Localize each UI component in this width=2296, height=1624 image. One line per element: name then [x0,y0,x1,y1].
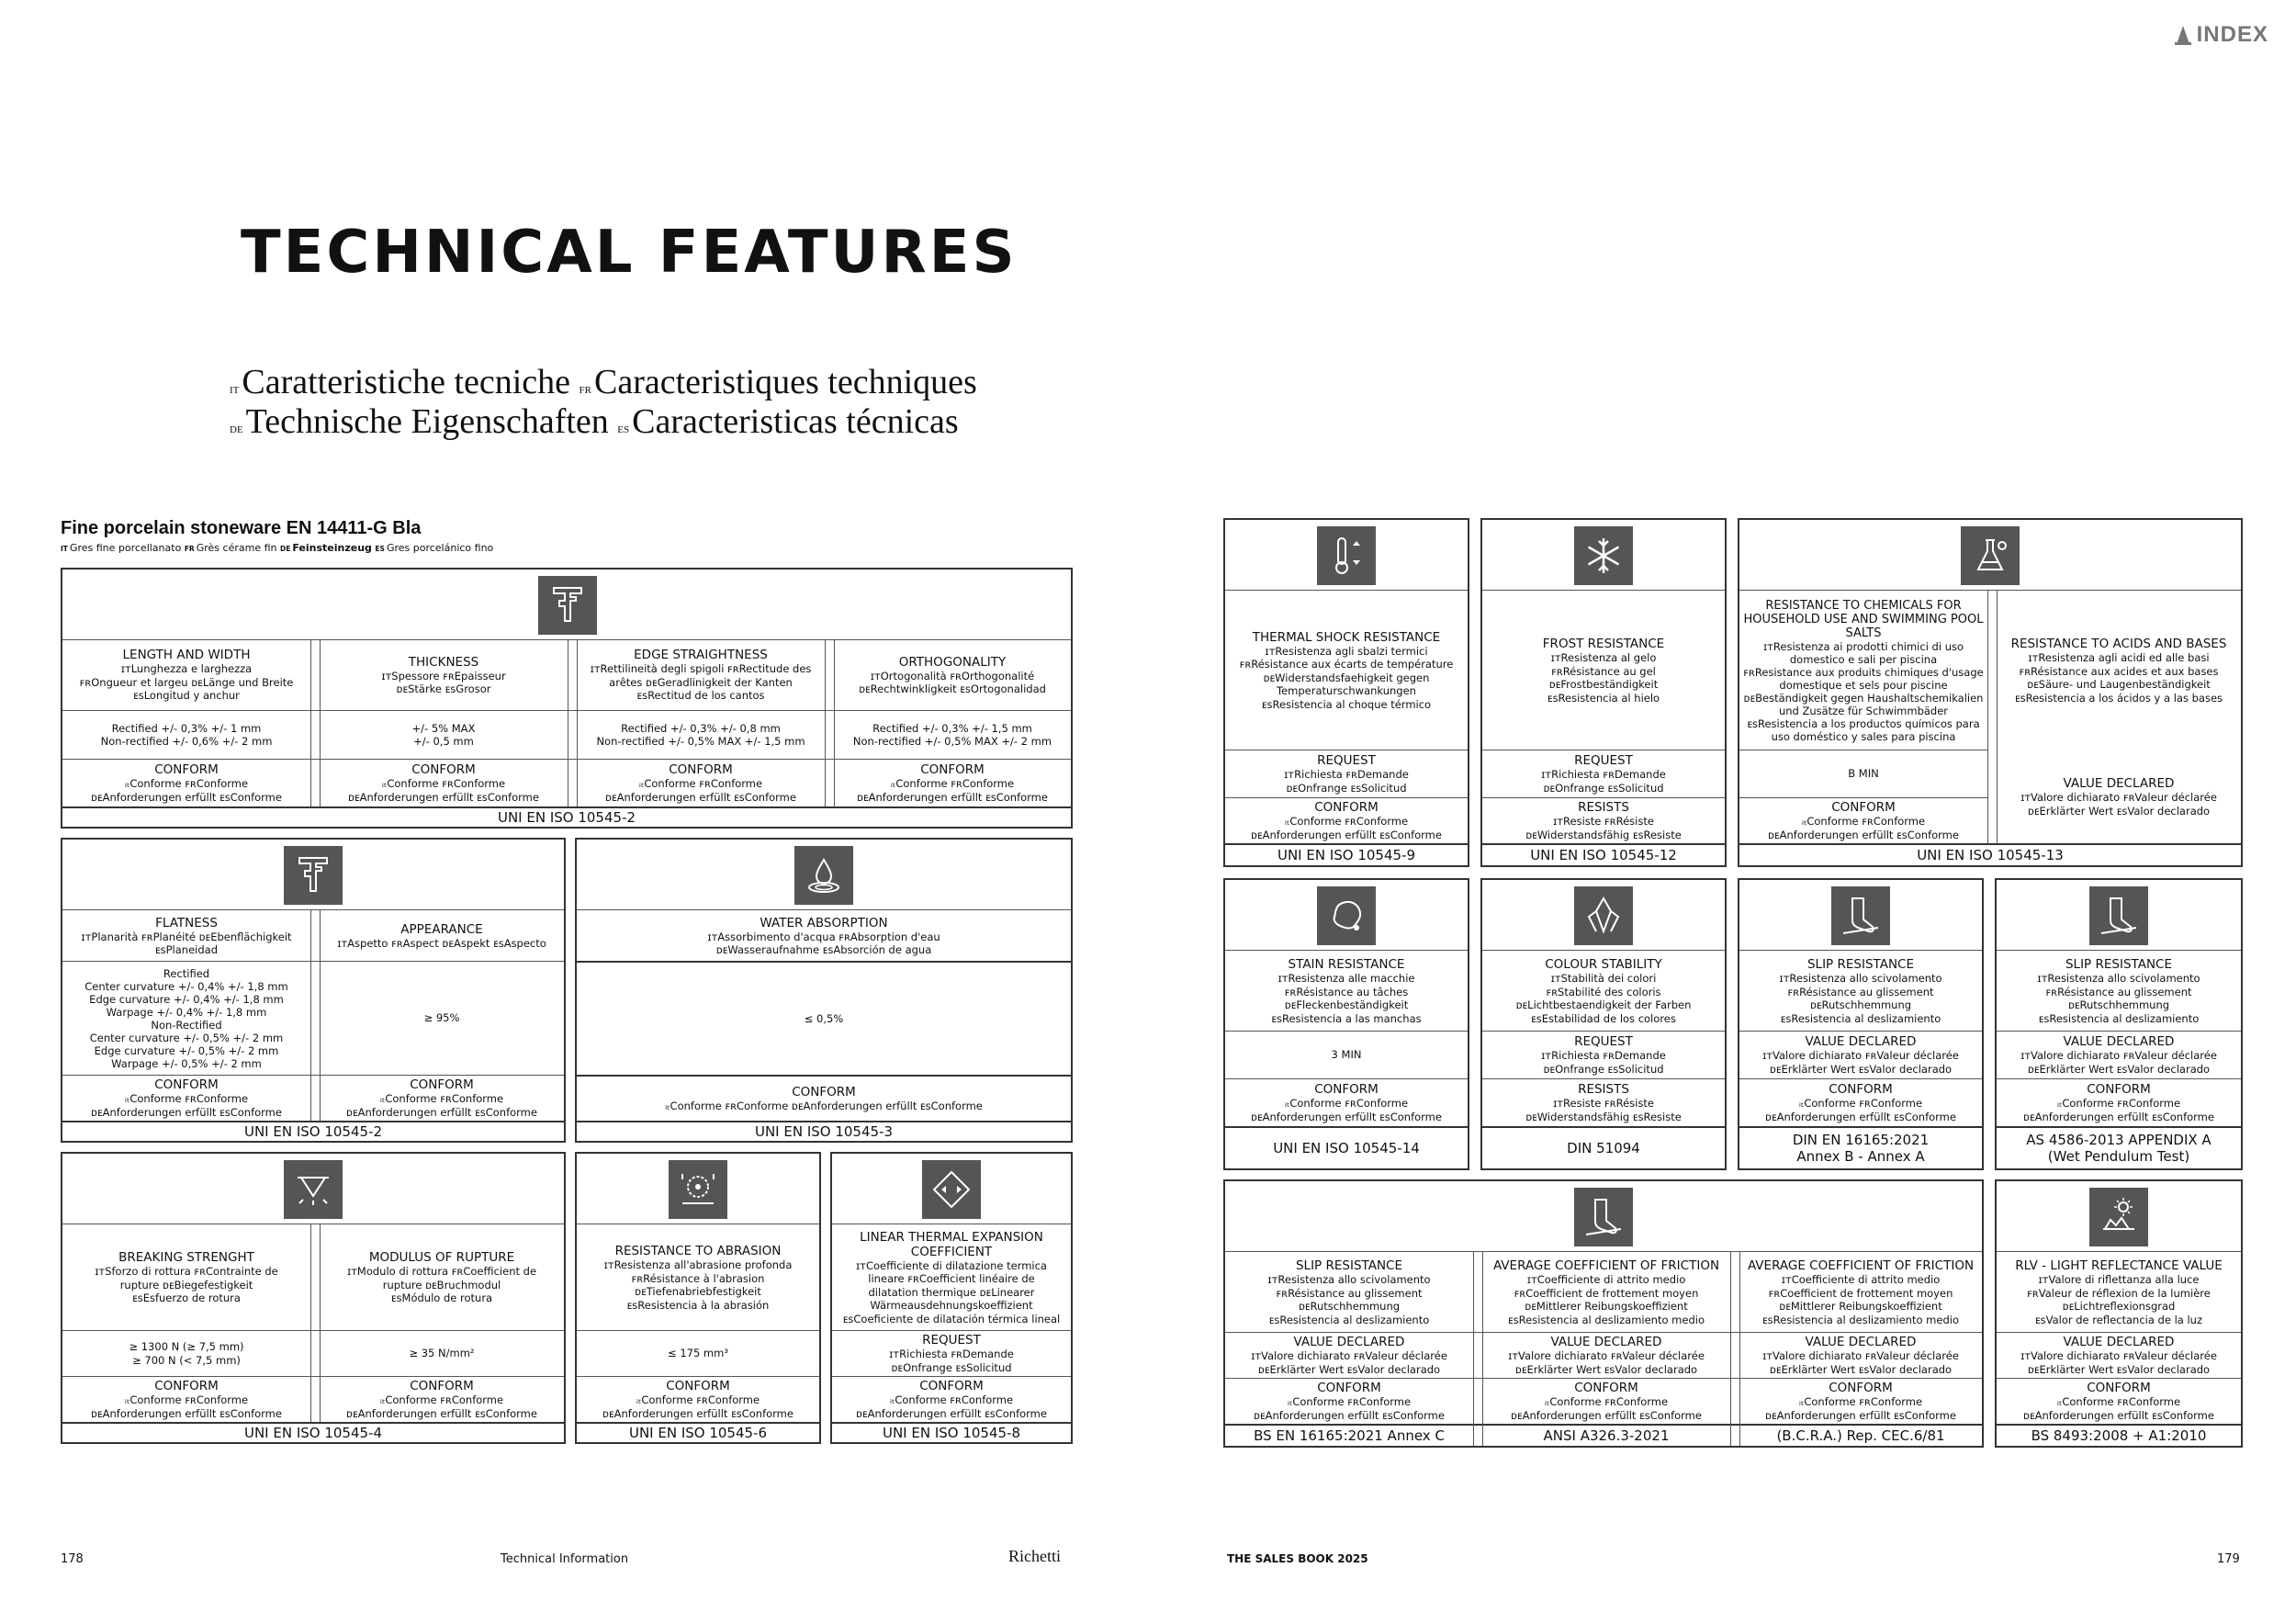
thermometer-icon [1317,526,1376,585]
standard-label: UNI EN ISO 10545-2 [243,1123,383,1140]
edge-straightness-value: Rectified +/- 0,3% +/- 0,8 mm Non-rectified +/- 0,5% MAX +/- 1,5 mm [596,721,805,748]
standard-label: UNI EN ISO 10545-8 [882,1425,1021,1441]
conform-cell: CONFORM ᵢₜConforme ꜰʀConforme ᴅᴇAnforderungen erfüllt ᴇsConforme [1768,800,1959,841]
stain-icon [1317,886,1376,945]
rlv-header: RLV - LIGHT REFLECTANCE VALUE ɪᴛValore di riflettanza alla luce ꜰʀValeur de réflexion de la lumière ᴅᴇLichtreflexionsgrad ᴇsValor de reflectancia de la luz [2015,1258,2223,1326]
orthogonality-header: ORTHOGONALITY ɪᴛOrtogonalità ꜰʀOrthogonalité ᴅᴇRechtwinkligkeit ᴇsOrtogonalidad [859,654,1046,695]
conform-cell: CONFORM ᵢₜConforme ꜰʀConforme ᴅᴇAnforderungen erfüllt ᴇsConforme [857,762,1048,804]
foot-slip-icon [2089,886,2148,945]
foot-slip-icon [1831,886,1890,945]
flatness-header: FLATNESS ɪᴛPlanarità ꜰʀPlanéité ᴅᴇEbenflächigkeit ᴇsPlaneidad [81,915,292,956]
footer-section: Technical Information [501,1552,629,1566]
index-arrow-icon [2173,24,2193,46]
modulus-rupture-header: MODULUS OF RUPTURE ɪᴛModulo di rottura ꜰʀCoefficient de rupture ᴅᴇBruchmodul ᴇsMódulo de rotura [346,1250,537,1305]
panel-friction [1223,1179,1984,1448]
standard-label: UNI EN ISO 10545-14 [1273,1140,1420,1156]
panel-water-absorption [575,838,1073,1143]
standard-label: DIN EN 16165:2021 Annex B - Annex A [1792,1132,1930,1165]
page-subtitle: $^{IT}$Caratteristiche tecniche $^{FR}$Caracteristiques techniques $^{DE}$Technische Eigenschaften $^{ES}$Caracteristicas técnicas [230,363,977,441]
conform-cell: CONFORM ᵢₜConforme ꜰʀConforme ᴅᴇAnforderungen erfüllt ᴇsConforme [602,1379,793,1420]
standard-label: BS 8493:2008 + A1:2010 [2031,1427,2207,1444]
flatness-value: Rectified Center curvature +/- 0,4% +/- 1,8 mm Edge curvature +/- 0,4% +/- 1,8 mm Warpage +/- 0,4% +/- 1,8 mm Non-Rectified Center curvature +/- 0,5% +/- 2 mm Edge curvature +/- 0,5% +/- 2 mm Warpage +/- 0,5% +/- 2 mm [84,966,288,1070]
index-link[interactable] [2173,22,2268,48]
panel-thermal-shock [1223,518,1469,867]
appearance-header: APPEARANCE ɪᴛAspetto ꜰʀAspect ᴅᴇAspekt ᴇsAspecto [337,921,546,950]
panel-slip-as [1995,878,2243,1170]
standard-label: AS 4586-2013 APPENDIX A (Wet Pendulum Test) [2026,1132,2212,1165]
request-cell: REQUEST ɪᴛRichiesta ꜰʀDemande ᴅᴇOnfrange ᴇsSolicitud [1284,753,1409,795]
slip-header: SLIP RESISTANCE ɪᴛResistenza allo scivolamento ꜰʀRésistance au glissement ᴅᴇRutschhemmung ᴇsResistencia al deslizamiento [1779,957,1942,1025]
friction-header: AVERAGE COEFFICIENT OF FRICTION ɪᴛCoefficiente di attrito medio ꜰʀCoefficient de frottement moyen ᴅᴇMittlerer Reibungskoeffizient ᴇsResistencia al deslizamiento medio [1492,1258,1720,1326]
friction-header: AVERAGE COEFFICIENT OF FRICTION ɪᴛCoefficiente di attrito medio ꜰʀCoefficient de frottement moyen ᴅᴇMittlerer Reibungskoeffizient ᴇsResistencia al deslizamiento medio [1747,1258,1975,1326]
abrasion-value: ≤ 175 mm³ [668,1347,728,1360]
panel-chemicals [1738,518,2243,867]
value-declared-cell: VALUE DECLARED ɪᴛValore dichiarato ꜰʀValeur déclarée ᴅᴇErklärter Wert ᴇsValor declarado [1251,1335,1447,1376]
conform-cell: CONFORM ᵢₜConforme ꜰʀConforme ᴅᴇAnforderungen erfüllt ᴇsConforme [1251,800,1442,841]
water-absorption-value: ≤ 0,5% [804,1011,844,1025]
standard-label: UNI EN ISO 10545-2 [497,809,636,826]
slip-header: SLIP RESISTANCE ɪᴛResistenza allo scivolamento ꜰʀRésistance au glissement ᴅᴇRutschhemmung ᴇsResistencia al deslizamiento [2037,957,2200,1025]
panel-stain [1223,878,1469,1170]
conform-cell: CONFORM ᵢₜConforme ꜰʀConforme ᴅᴇAnforderungen erfüllt ᴇsConforme [1511,1381,1702,1422]
standard-label: UNI EN ISO 10545-12 [1530,847,1677,863]
value-declared-cell: VALUE DECLARED ɪᴛValore dichiarato ꜰʀValeur déclarée ᴅᴇErklärter Wert ᴇsValor declarado [2020,1335,2217,1376]
standard-label: UNI EN ISO 10545-4 [243,1425,383,1441]
conform-cell: CONFORM ᵢₜConforme ꜰʀConforme ᴅᴇAnforderungen erfüllt ᴇsConforme [91,1379,282,1420]
light-reflectance-icon [2089,1188,2148,1246]
page-number-right: 179 [2217,1552,2240,1566]
length-width-value: Rectified +/- 0,3% +/- 1 mm Non-rectified +/- 0,6% +/- 2 mm [100,721,273,748]
caliper-icon [284,846,343,905]
conform-cell: CONFORM ᵢₜConforme ꜰʀConforme ᴅᴇAnforderungen erfüllt ᴇsConforme [91,762,282,804]
value-declared-cell: VALUE DECLARED ɪᴛValore dichiarato ꜰʀValeur déclarée ᴅᴇErklärter Wert ᴇsValor declarado [2020,776,2217,818]
caliper-icon [538,576,597,635]
standard-label: DIN 51094 [1567,1140,1640,1156]
standard-label: UNI EN ISO 10545-6 [628,1425,768,1441]
standard-label: UNI EN ISO 10545-3 [754,1123,894,1140]
standard-label: UNI EN ISO 10545-13 [1917,847,2064,863]
thickness-header: THICKNESS ɪᴛSpessore ꜰʀEpaisseur ᴅᴇStärke ᴇsGrosor [381,654,506,695]
page-title: TECHNICAL FEATURES [241,219,1018,287]
conform-cell: CONFORM ᵢₜConforme ꜰʀConforme ᴅᴇAnforderungen erfüllt ᴇsConforme [91,1077,282,1119]
standard-label: BS EN 16165:2021 Annex C [1254,1427,1445,1444]
acids-bases-header: RESISTANCE TO ACIDS AND BASES ɪᴛResistenza agli acidi ed alle basi ꜰʀRésistance aux acides et aux bases ᴅᴇSäure- und Laugenbeständigkeit ᴇsResistencia a los ácidos y a las bases [2010,637,2227,705]
conform-cell: CONFORM ᵢₜConforme ꜰʀConforme ᴅᴇAnforderungen erfüllt ᴇsConforme [1765,1381,1956,1422]
panel-colour-stability [1480,878,1727,1170]
conform-cell: CONFORM ᵢₜConforme ꜰʀConforme ᴅᴇAnforderungen erfüllt ᴇsConforme [346,1379,537,1420]
thickness-value: +/- 5% MAX +/- 0,5 mm [411,721,476,748]
conform-cell: CONFORM ᵢₜConforme ꜰʀConforme ᴅᴇAnforderungen erfüllt ᴇsConforme [1254,1381,1445,1422]
section-title: Fine porcelain stoneware EN 14411-G Bla [61,518,422,538]
resists-cell: RESISTS ɪᴛResiste ꜰʀRésiste ᴅᴇWiderstandsfähig ᴇsResiste [1525,1082,1682,1123]
panel-abrasion [575,1152,821,1444]
water-absorption-header: WATER ABSORPTION ɪᴛAssorbimento d'acqua ꜰʀAbsorption d'eau ᴅᴇWasseraufnahme ᴇsAbsorción de agua [707,915,940,956]
panel-rlv [1995,1179,2243,1448]
request-cell: REQUEST ɪᴛRichiesta ꜰʀDemande ᴅᴇOnfrange ᴇsSolicitud [1541,753,1666,795]
conform-cell: CONFORM ᵢₜConforme ꜰʀConforme ᴅᴇAnforderungen erfüllt ᴇsConforme [1765,1082,1956,1123]
crystal-icon [1574,886,1633,945]
flask-icon [1961,526,2020,585]
conform-cell: CONFORM ᵢₜConforme ꜰʀConforme ᴅᴇAnforderungen erfüllt ᴇsConforme [2023,1381,2214,1422]
thermal-expansion-header: LINEAR THERMAL EXPANSION COEFFICIENT ɪᴛCoefficiente di dilatazione termica lineare ꜰʀCoefficient linéaire de dilatation thermique ᴅᴇLinearer Wärmeausdehnungskoeffizient ᴇsCoeficiente de dilatación térmica lineal [842,1229,1061,1325]
conform-cell: CONFORM ᵢₜConforme ꜰʀConforme ᴅᴇAnforderungen erfüllt ᴇsConforme [1251,1082,1442,1123]
colour-stability-header: COLOUR STABILITY ɪᴛStabilità dei colori ꜰʀStabilité des coloris ᴅᴇLichtbestaendigkeit der Farben ᴇsEstabilidad de los colores [1515,957,1692,1025]
panel-flatness [61,838,566,1143]
chemicals-value: B MIN [1848,767,1879,781]
breaking-strength-header: BREAKING STRENGHT ɪᴛSforzo di rottura ꜰʀContrainte de rupture ᴅᴇBiegefestigkeit ᴇsEsfuerzo de rotura [95,1250,278,1305]
chemicals-header: RESISTANCE TO CHEMICALS FOR HOUSEHOLD USE AND SWIMMING POOL SALTS ɪᴛResistenza ai prodotti chimici di uso domestico e sali per piscina ꜰʀResistance aux produits chimiques d'usage domestique et sels pour piscine ᴅᴇBeständigkeit gegen Haushaltschemikalien und Zusätze für Schwimmbäder ᴇsResistencia a los productos químicos para uso doméstico y sales para piscina [1743,598,1984,743]
standard-label: UNI EN ISO 10545-9 [1277,847,1416,863]
thermal-shock-header: THERMAL SHOCK RESISTANCE ɪᴛResistenza agli sbalzi termici ꜰʀRésistance aux écarts de température ᴅᴇWiderstandsfaehigkeit gegen Temperaturschwankungen ᴇsResistencia al choque térmico [1239,629,1454,711]
conform-cell: CONFORM ᵢₜConforme ꜰʀConforme ᴅᴇAnforderungen erfüllt ᴇsConforme [348,762,539,804]
conform-cell: CONFORM ᵢₜConforme ꜰʀConforme ᴅᴇAnforderungen erfüllt ᴇsConforme [346,1077,537,1119]
resists-cell: RESISTS ɪᴛResiste ꜰʀRésiste ᴅᴇWiderstandsfähig ᴇsResiste [1525,800,1682,841]
index-label: INDEX [2196,22,2268,47]
breaking-force-icon [284,1160,343,1219]
snowflake-icon [1574,526,1633,585]
page-number-left: 178 [61,1552,84,1566]
section-subtitle: IT Gres fine porcellanato FR Grès cérame fin DE Feinsteinzeug ES Gres porcelánico fino [61,542,494,554]
orthogonality-value: Rectified +/- 0,3% +/- 1,5 mm Non-rectified +/- 0,5% MAX +/- 2 mm [852,721,1052,748]
panel-dimensions [61,568,1073,829]
thermal-expansion-icon [922,1160,981,1219]
standard-label: (B.C.R.A.) Rep. CEC.6/81 [1776,1427,1945,1444]
value-declared-cell: VALUE DECLARED ɪᴛValore dichiarato ꜰʀValeur déclarée ᴅᴇErklärter Wert ᴇsValor declarado [1762,1335,1959,1376]
panel-thermal-expansion [830,1152,1073,1444]
panel-frost [1480,518,1727,867]
standard-label: ANSI A326.3-2021 [1543,1427,1670,1444]
edge-straightness-header: EDGE STRAIGHTNESS ɪᴛRettilineità degli spigoli ꜰʀRectitude des arêtes ᴅᴇGeradlinigkeit der Kanten ᴇsRectitud de los cantos [590,648,812,703]
value-declared-cell: VALUE DECLARED ɪᴛValore dichiarato ꜰʀValeur déclarée ᴅᴇErklärter Wert ᴇsValor declarado [1508,1335,1705,1376]
abrasion-disc-icon [669,1160,727,1219]
stain-header: STAIN RESISTANCE ɪᴛResistenza alle macchie ꜰʀRésistance au tâches ᴅᴇFleckenbeständigkeit ᴇsResistencia a las manchas [1271,957,1422,1025]
conform-cell: CONFORM ᵢₜConforme ꜰʀConforme ᴅᴇAnforderungen erfüllt ᴇsConforme [856,1379,1047,1420]
foot-slip-icon [1574,1188,1633,1246]
request-cell: REQUEST ɪᴛRichiesta ꜰʀDemande ᴅᴇOnfrange ᴇsSolicitud [1541,1034,1666,1076]
abrasion-header: RESISTANCE TO ABRASION ɪᴛResistenza all'abrasione profonda ꜰʀRésistance à l'abrasion ᴅᴇTiefenabriebfestigkeit ᴇsResistencia à la abrasión [603,1244,793,1312]
water-drop-icon [794,846,853,905]
conform-cell: CONFORM ᵢₜConforme ꜰʀConforme ᴅᴇAnforderungen erfüllt ᴇsConforme [605,762,796,804]
conform-cell: CONFORM ᵢₜConforme ꜰʀConforme ᴅᴇAnforderungen erfüllt ᴇsConforme [2023,1082,2214,1123]
request-cell: REQUEST ɪᴛRichiesta ꜰʀDemande ᴅᴇOnfrange ᴇsSolicitud [889,1333,1014,1374]
stain-value: 3 MIN [1331,1048,1362,1062]
length-width-header: LENGTH AND WIDTH ɪᴛLunghezza e larghezza ꜰʀOngueur et largeu ᴅᴇLänge und Breite ᴇsLongitud y anchur [79,648,294,703]
appearance-value: ≥ 95% [423,1011,460,1025]
modulus-rupture-value: ≥ 35 N/mm² [409,1347,475,1360]
brand-logo: Richetti [1008,1547,1061,1565]
footer-book-title: THE SALES BOOK 2025 [1227,1552,1368,1565]
value-declared-cell: VALUE DECLARED ɪᴛValore dichiarato ꜰʀValeur déclarée ᴅᴇErklärter Wert ᴇsValor declarado [1762,1034,1959,1076]
panel-slip-din [1738,878,1984,1170]
frost-header: FROST RESISTANCE ɪᴛResistenza al gelo ꜰʀRésistance au gel ᴅᴇFrostbeständigkeit ᴇsResistencia al hielo [1542,637,1665,705]
panel-breaking-strength [61,1152,566,1444]
conform-cell: CONFORM ᵢₜConforme ꜰʀConforme ᴅᴇAnforderungen erfüllt ᴇsConforme [665,1084,983,1112]
slip-header: SLIP RESISTANCE ɪᴛResistenza allo scivolamento ꜰʀRésistance au glissement ᴅᴇRutschhemmung ᴇsResistencia al deslizamiento [1267,1258,1431,1326]
breaking-strength-value: ≥ 1300 N (≥ 7,5 mm) ≥ 700 N (< 7,5 mm) [129,1340,244,1367]
value-declared-cell: VALUE DECLARED ɪᴛValore dichiarato ꜰʀValeur déclarée ᴅᴇErklärter Wert ᴇsValor declarado [2020,1034,2217,1076]
